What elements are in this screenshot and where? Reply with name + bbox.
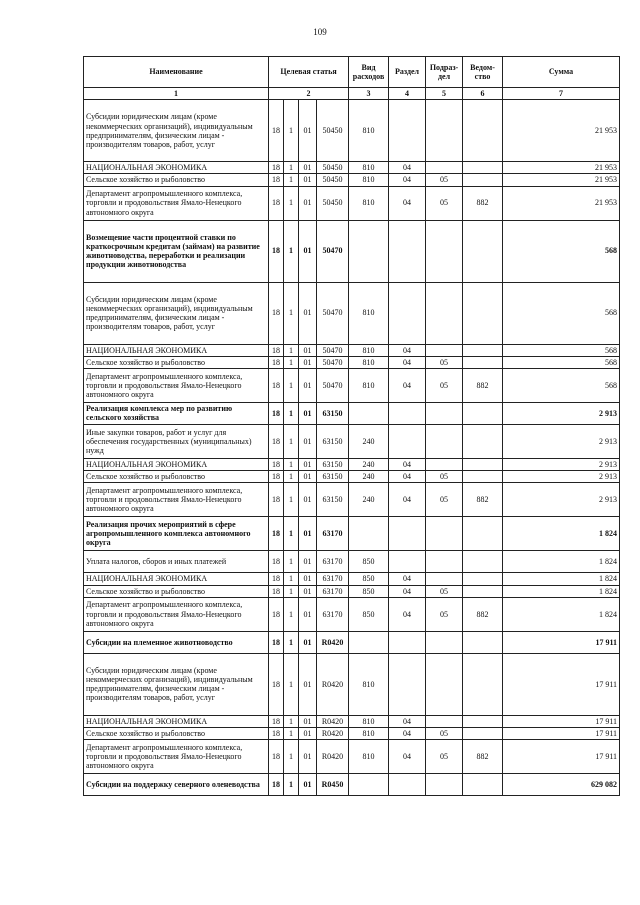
amount-cell: 17 911 [503, 715, 620, 727]
code-subprogram: 1 [284, 774, 299, 796]
subsection-cell [426, 344, 463, 356]
code-direction: 01 [299, 471, 317, 483]
code-subprogram: 1 [284, 174, 299, 186]
row-name: Реализация прочих мероприятий в сфере агропромышленного комплекса автономного округа [84, 517, 269, 551]
code-program: 18 [269, 186, 284, 220]
code-article: 63150 [317, 458, 349, 470]
row-name: Субсидии на поддержку северного оленеводства [84, 774, 269, 796]
table-row [84, 573, 620, 585]
expense-type-cell [349, 631, 389, 653]
expense-type-cell: 810 [349, 100, 389, 162]
code-direction: 01 [299, 356, 317, 368]
department-cell [463, 517, 503, 551]
code-article: 50450 [317, 100, 349, 162]
subsection-cell [426, 517, 463, 551]
code-article: 50470 [317, 368, 349, 402]
expense-type-cell: 810 [349, 740, 389, 774]
table-row [84, 631, 620, 653]
table-row [84, 368, 620, 402]
section-cell: 04 [389, 458, 426, 470]
section-cell [389, 774, 426, 796]
code-direction: 01 [299, 774, 317, 796]
row-name: Департамент агропромышленного комплекса, торговли и продовольствия Ямало-Ненецкого автономного округа [84, 483, 269, 517]
department-cell: 882 [463, 186, 503, 220]
subsection-cell [426, 100, 463, 162]
amount-cell: 17 911 [503, 740, 620, 774]
code-article: 63170 [317, 585, 349, 597]
code-direction: 01 [299, 174, 317, 186]
code-program: 18 [269, 631, 284, 653]
expense-type-cell: 850 [349, 597, 389, 631]
code-direction: 01 [299, 344, 317, 356]
row-name: Субсидии на племенное животноводство [84, 631, 269, 653]
header-expense-type: Вид расходов [349, 57, 389, 88]
code-direction: 01 [299, 727, 317, 739]
amount-cell: 17 911 [503, 727, 620, 739]
expense-type-cell: 810 [349, 344, 389, 356]
code-program: 18 [269, 424, 284, 458]
department-cell [463, 282, 503, 344]
expense-type-cell [349, 220, 389, 282]
index-row [84, 88, 620, 100]
code-direction: 01 [299, 740, 317, 774]
department-cell: 882 [463, 483, 503, 517]
amount-cell: 1 824 [503, 551, 620, 573]
code-subprogram: 1 [284, 573, 299, 585]
table-row [84, 471, 620, 483]
code-direction: 01 [299, 282, 317, 344]
subsection-cell: 05 [426, 356, 463, 368]
table-row [84, 458, 620, 470]
header-section: Раздел [389, 57, 426, 88]
department-cell [463, 551, 503, 573]
code-article: 50470 [317, 282, 349, 344]
code-subprogram: 1 [284, 740, 299, 774]
code-direction: 01 [299, 368, 317, 402]
expense-type-cell: 810 [349, 356, 389, 368]
expense-type-cell: 240 [349, 471, 389, 483]
index-cell: 6 [463, 88, 503, 100]
row-name: Сельское хозяйство и рыболовство [84, 356, 269, 368]
section-cell: 04 [389, 344, 426, 356]
table-row [84, 551, 620, 573]
code-article: 50470 [317, 344, 349, 356]
amount-cell: 21 953 [503, 186, 620, 220]
code-direction: 01 [299, 402, 317, 424]
row-name: Иные закупки товаров, работ и услуг для обеспечения государственных (муниципальных) нужд [84, 424, 269, 458]
index-cell: 3 [349, 88, 389, 100]
code-article: 50450 [317, 174, 349, 186]
subsection-cell [426, 458, 463, 470]
index-cell: 1 [84, 88, 269, 100]
code-direction: 01 [299, 220, 317, 282]
code-subprogram: 1 [284, 727, 299, 739]
row-name: Возмещение части процентной ставки по краткосрочным кредитам (займам) на развитие животноводства, переработки и реализации продукции животноводства [84, 220, 269, 282]
code-article: R0420 [317, 727, 349, 739]
amount-cell: 21 953 [503, 100, 620, 162]
section-cell [389, 517, 426, 551]
section-cell: 04 [389, 715, 426, 727]
section-cell: 04 [389, 483, 426, 517]
department-cell: 882 [463, 597, 503, 631]
department-cell [463, 458, 503, 470]
table-row [84, 740, 620, 774]
section-cell [389, 100, 426, 162]
amount-cell: 2 913 [503, 458, 620, 470]
table-row [84, 356, 620, 368]
row-name: Сельское хозяйство и рыболовство [84, 727, 269, 739]
code-subprogram: 1 [284, 162, 299, 174]
section-cell: 04 [389, 174, 426, 186]
section-cell: 04 [389, 471, 426, 483]
budget-table [83, 56, 620, 796]
table-body [84, 57, 620, 796]
code-subprogram: 1 [284, 631, 299, 653]
section-cell [389, 220, 426, 282]
section-cell: 04 [389, 573, 426, 585]
department-cell [463, 100, 503, 162]
code-direction: 01 [299, 458, 317, 470]
code-article: R0420 [317, 631, 349, 653]
subsection-cell: 05 [426, 471, 463, 483]
subsection-cell [426, 402, 463, 424]
row-name: Сельское хозяйство и рыболовство [84, 174, 269, 186]
subsection-cell [426, 282, 463, 344]
row-name: Уплата налогов, сборов и иных платежей [84, 551, 269, 573]
code-subprogram: 1 [284, 282, 299, 344]
expense-type-cell [349, 774, 389, 796]
subsection-cell [426, 631, 463, 653]
code-direction: 01 [299, 186, 317, 220]
code-article: 63150 [317, 402, 349, 424]
department-cell [463, 424, 503, 458]
code-subprogram: 1 [284, 715, 299, 727]
header-target: Целевая статья [269, 57, 349, 88]
expense-type-cell: 240 [349, 483, 389, 517]
amount-cell: 568 [503, 368, 620, 402]
department-cell [463, 162, 503, 174]
department-cell [463, 774, 503, 796]
header-row [84, 57, 620, 88]
code-program: 18 [269, 344, 284, 356]
code-article: 63170 [317, 551, 349, 573]
section-cell: 04 [389, 356, 426, 368]
code-program: 18 [269, 573, 284, 585]
code-article: 63170 [317, 573, 349, 585]
table-row [84, 653, 620, 715]
section-cell [389, 424, 426, 458]
code-program: 18 [269, 740, 284, 774]
amount-cell: 2 913 [503, 424, 620, 458]
code-direction: 01 [299, 483, 317, 517]
code-subprogram: 1 [284, 368, 299, 402]
code-direction: 01 [299, 517, 317, 551]
section-cell: 04 [389, 585, 426, 597]
code-article: 50470 [317, 220, 349, 282]
subsection-cell: 05 [426, 186, 463, 220]
table-row [84, 597, 620, 631]
expense-type-cell: 810 [349, 653, 389, 715]
code-subprogram: 1 [284, 653, 299, 715]
subsection-cell [426, 551, 463, 573]
index-cell: 7 [503, 88, 620, 100]
department-cell [463, 344, 503, 356]
row-name: Реализация комплекса мер по развитию сельского хозяйства [84, 402, 269, 424]
code-article: 63170 [317, 597, 349, 631]
expense-type-cell: 240 [349, 424, 389, 458]
row-name: НАЦИОНАЛЬНАЯ ЭКОНОМИКА [84, 458, 269, 470]
code-direction: 01 [299, 631, 317, 653]
code-article: 50450 [317, 186, 349, 220]
subsection-cell: 05 [426, 597, 463, 631]
code-program: 18 [269, 282, 284, 344]
code-program: 18 [269, 483, 284, 517]
code-article: R0450 [317, 774, 349, 796]
code-program: 18 [269, 774, 284, 796]
department-cell: 882 [463, 740, 503, 774]
code-program: 18 [269, 585, 284, 597]
section-cell [389, 551, 426, 573]
amount-cell: 1 824 [503, 573, 620, 585]
section-cell [389, 653, 426, 715]
code-subprogram: 1 [284, 597, 299, 631]
department-cell [463, 220, 503, 282]
subsection-cell: 05 [426, 174, 463, 186]
code-program: 18 [269, 220, 284, 282]
section-cell [389, 402, 426, 424]
code-program: 18 [269, 174, 284, 186]
code-program: 18 [269, 517, 284, 551]
section-cell: 04 [389, 597, 426, 631]
table-row [84, 402, 620, 424]
subsection-cell: 05 [426, 483, 463, 517]
amount-cell: 1 824 [503, 585, 620, 597]
code-subprogram: 1 [284, 402, 299, 424]
table-row [84, 220, 620, 282]
expense-type-cell [349, 402, 389, 424]
department-cell [463, 585, 503, 597]
code-direction: 01 [299, 597, 317, 631]
code-program: 18 [269, 551, 284, 573]
table-row [84, 774, 620, 796]
amount-cell: 21 953 [503, 162, 620, 174]
subsection-cell: 05 [426, 727, 463, 739]
subsection-cell [426, 573, 463, 585]
amount-cell: 1 824 [503, 517, 620, 551]
amount-cell: 2 913 [503, 483, 620, 517]
subsection-cell: 05 [426, 585, 463, 597]
code-article: 63170 [317, 517, 349, 551]
expense-type-cell: 810 [349, 282, 389, 344]
subsection-cell [426, 424, 463, 458]
amount-cell: 568 [503, 356, 620, 368]
amount-cell: 2 913 [503, 402, 620, 424]
table-row [84, 344, 620, 356]
section-cell [389, 631, 426, 653]
code-program: 18 [269, 597, 284, 631]
code-article: 63150 [317, 471, 349, 483]
code-subprogram: 1 [284, 100, 299, 162]
table-row [84, 174, 620, 186]
table-row [84, 715, 620, 727]
index-cell: 5 [426, 88, 463, 100]
code-subprogram: 1 [284, 517, 299, 551]
code-direction: 01 [299, 715, 317, 727]
code-subprogram: 1 [284, 424, 299, 458]
code-program: 18 [269, 162, 284, 174]
department-cell [463, 573, 503, 585]
table-row [84, 186, 620, 220]
code-article: 63150 [317, 424, 349, 458]
code-subprogram: 1 [284, 585, 299, 597]
table-row [84, 162, 620, 174]
table-row [84, 100, 620, 162]
amount-cell: 568 [503, 282, 620, 344]
section-cell: 04 [389, 186, 426, 220]
department-cell [463, 471, 503, 483]
code-article: 50470 [317, 356, 349, 368]
row-name: Департамент агропромышленного комплекса, торговли и продовольствия Ямало-Ненецкого автономного округа [84, 740, 269, 774]
amount-cell: 629 082 [503, 774, 620, 796]
department-cell [463, 631, 503, 653]
department-cell [463, 174, 503, 186]
amount-cell: 568 [503, 344, 620, 356]
code-program: 18 [269, 356, 284, 368]
table-row [84, 727, 620, 739]
row-name: Субсидии юридическим лицам (кроме некоммерческих организаций), индивидуальным предпринимателям, физическим лицам - производителям товаров, работ, услуг [84, 282, 269, 344]
table-row [84, 585, 620, 597]
row-name: НАЦИОНАЛЬНАЯ ЭКОНОМИКА [84, 573, 269, 585]
code-program: 18 [269, 715, 284, 727]
row-name: Департамент агропромышленного комплекса, торговли и продовольствия Ямало-Ненецкого автономного округа [84, 368, 269, 402]
section-cell [389, 282, 426, 344]
department-cell [463, 653, 503, 715]
department-cell [463, 715, 503, 727]
subsection-cell: 05 [426, 740, 463, 774]
subsection-cell [426, 220, 463, 282]
section-cell: 04 [389, 368, 426, 402]
department-cell [463, 356, 503, 368]
code-direction: 01 [299, 551, 317, 573]
code-program: 18 [269, 653, 284, 715]
section-cell: 04 [389, 740, 426, 774]
code-article: 50450 [317, 162, 349, 174]
index-cell: 4 [389, 88, 426, 100]
code-article: 63150 [317, 483, 349, 517]
amount-cell: 568 [503, 220, 620, 282]
code-program: 18 [269, 727, 284, 739]
table-row [84, 282, 620, 344]
expense-type-cell: 810 [349, 368, 389, 402]
amount-cell: 17 911 [503, 631, 620, 653]
expense-type-cell: 810 [349, 174, 389, 186]
subsection-cell [426, 653, 463, 715]
amount-cell: 2 913 [503, 471, 620, 483]
row-name: НАЦИОНАЛЬНАЯ ЭКОНОМИКА [84, 715, 269, 727]
code-program: 18 [269, 458, 284, 470]
subsection-cell [426, 162, 463, 174]
row-name: НАЦИОНАЛЬНАЯ ЭКОНОМИКА [84, 162, 269, 174]
table-row [84, 483, 620, 517]
code-subprogram: 1 [284, 471, 299, 483]
amount-cell: 17 911 [503, 653, 620, 715]
expense-type-cell: 240 [349, 458, 389, 470]
row-name: Субсидии юридическим лицам (кроме некоммерческих организаций), индивидуальным предпринимателям, физическим лицам - производителям товаров, работ, услуг [84, 653, 269, 715]
department-cell [463, 402, 503, 424]
code-direction: 01 [299, 653, 317, 715]
code-direction: 01 [299, 585, 317, 597]
code-program: 18 [269, 368, 284, 402]
code-subprogram: 1 [284, 458, 299, 470]
code-article: R0420 [317, 715, 349, 727]
expense-type-cell: 850 [349, 585, 389, 597]
code-direction: 01 [299, 162, 317, 174]
subsection-cell [426, 715, 463, 727]
section-cell: 04 [389, 162, 426, 174]
code-direction: 01 [299, 100, 317, 162]
code-subprogram: 1 [284, 220, 299, 282]
amount-cell: 21 953 [503, 174, 620, 186]
code-subprogram: 1 [284, 551, 299, 573]
table-row [84, 424, 620, 458]
expense-type-cell [349, 517, 389, 551]
row-name: Департамент агропромышленного комплекса, торговли и продовольствия Ямало-Ненецкого автономного округа [84, 186, 269, 220]
department-cell: 882 [463, 368, 503, 402]
header-department: Ведом-ство [463, 57, 503, 88]
department-cell [463, 727, 503, 739]
amount-cell: 1 824 [503, 597, 620, 631]
row-name: Сельское хозяйство и рыболовство [84, 585, 269, 597]
code-subprogram: 1 [284, 356, 299, 368]
header-name: Наименование [84, 57, 269, 88]
header-amount: Сумма [503, 57, 620, 88]
table-row [84, 517, 620, 551]
subsection-cell [426, 774, 463, 796]
code-direction: 01 [299, 573, 317, 585]
row-name: Субсидии юридическим лицам (кроме некоммерческих организаций), индивидуальным предпринимателям, физическим лицам - производителям товаров, работ, услуг [84, 100, 269, 162]
page-number: 109 [313, 27, 327, 37]
expense-type-cell: 810 [349, 727, 389, 739]
row-name: Департамент агропромышленного комплекса, торговли и продовольствия Ямало-Ненецкого автономного округа [84, 597, 269, 631]
subsection-cell: 05 [426, 368, 463, 402]
header-subsection: Подраз-дел [426, 57, 463, 88]
code-program: 18 [269, 402, 284, 424]
expense-type-cell: 850 [349, 573, 389, 585]
code-direction: 01 [299, 424, 317, 458]
index-cell: 2 [269, 88, 349, 100]
expense-type-cell: 810 [349, 162, 389, 174]
row-name: Сельское хозяйство и рыболовство [84, 471, 269, 483]
section-cell: 04 [389, 727, 426, 739]
expense-type-cell: 810 [349, 715, 389, 727]
code-subprogram: 1 [284, 186, 299, 220]
expense-type-cell: 810 [349, 186, 389, 220]
row-name: НАЦИОНАЛЬНАЯ ЭКОНОМИКА [84, 344, 269, 356]
code-program: 18 [269, 471, 284, 483]
code-subprogram: 1 [284, 344, 299, 356]
code-article: R0420 [317, 740, 349, 774]
code-subprogram: 1 [284, 483, 299, 517]
code-program: 18 [269, 100, 284, 162]
expense-type-cell: 850 [349, 551, 389, 573]
code-article: R0420 [317, 653, 349, 715]
